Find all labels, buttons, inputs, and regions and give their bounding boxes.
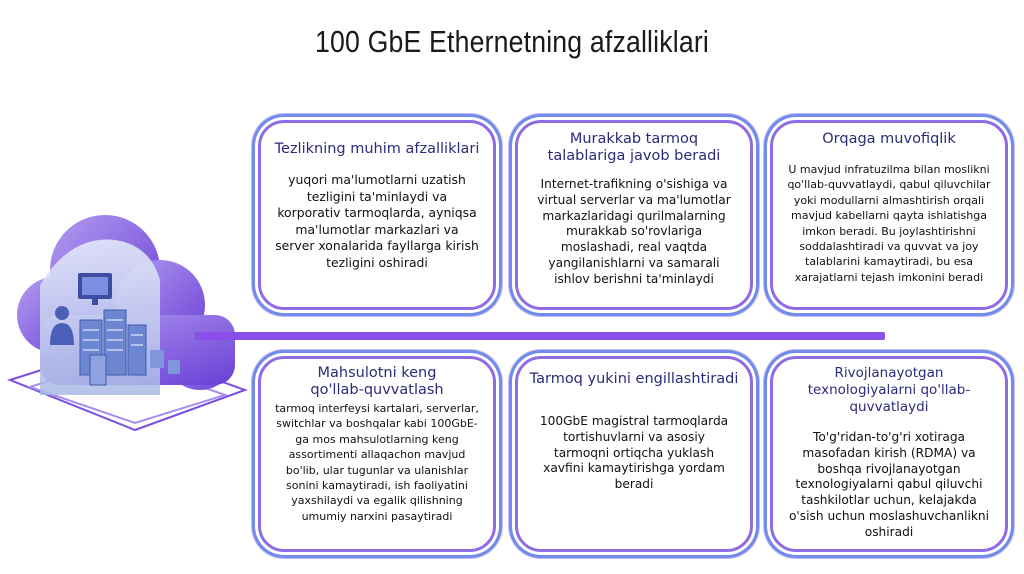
connector-line: [195, 332, 885, 340]
card-heading: Orqaga muvofiqlik: [822, 131, 956, 147]
card-body: U mavjud infratuzilma bilan moslikni qo'llab-quvvatlaydi, qabul qiluvchilar yoki modullarni almashtirish orqali mavjud kabellarni qayta ishlatishga imkon beradi. Bu joylashtirishni soddalashtiradi va quvvat va joy talablarini kamaytiradi, bu esa xarajatlarni tejash imkonini beradi: [787, 163, 991, 284]
card-heading: Rivojlanayotgan texnologiyalarni qo'llab-quvvatlaydi: [807, 365, 971, 415]
card-body: To'g'ridan-to'g'ri xotiraga masofadan kirish (RDMA) va boshqa rivojlanayotgan texnologiyalarni qabul qiluvchi tashkilotlar uchun, kelajakda o'sish uchun moslashuvchanlikni oshiradi: [788, 430, 990, 539]
card-emerging-technologies: [770, 356, 1008, 552]
card-heading: Tarmoq yukini engillashtiradi: [529, 371, 739, 387]
card-heading: Mahsulotni keng qo'llab-quvvatlash: [310, 365, 444, 398]
card-backward-compatibility: [770, 120, 1008, 310]
card-heading: Tezlikning muhim afzalliklari: [274, 141, 480, 157]
card-product-support: [258, 356, 496, 552]
card-body: yuqori ma'lumotlarni uzatish tezligini ta'minlaydi va korporativ tarmoqlarda, ayniqsa ma'lumotlar markazlari va server xonalarida fayllarga kirish tezligini oshiradi: [275, 172, 479, 270]
cloud-datacenter-illustration: [0, 195, 260, 455]
card-heading: Murakkab tarmoq talablariga javob beradi: [547, 131, 721, 164]
page-title: 100 GbE Ethernetning afzalliklari: [315, 24, 709, 59]
card-body: 100GbE magistral tarmoqlarda tortishuvlarni va asosiy tarmoqni ortiqcha yuklash xavfini kamaytirishga yordam beradi: [539, 414, 729, 492]
card-body: Internet-trafikning o'sishiga va virtual serverlar va ma'lumotlar markazlaridagi qurilmalarning murakkab so'rovlariga moslashadi, real vaqtda yangilanishlarni va samarali ishlov berishni ta'minlaydi: [537, 177, 731, 286]
card-body: tarmoq interfeysi kartalari, serverlar, switchlar va boshqalar kabi 100GbE-ga mos mahsulotlarning keng assortimenti allaqachon mavjud bo'lib, ular tugunlar va ulanishlar sonini kamaytiradi, ish faoliyatini yaxshilaydi va egalik qilishning umumiy narxini pasaytiradi: [275, 402, 479, 523]
card-speed-advantages: [258, 120, 496, 310]
card-network-load: [515, 356, 753, 552]
card-complex-requirements: [515, 120, 753, 310]
